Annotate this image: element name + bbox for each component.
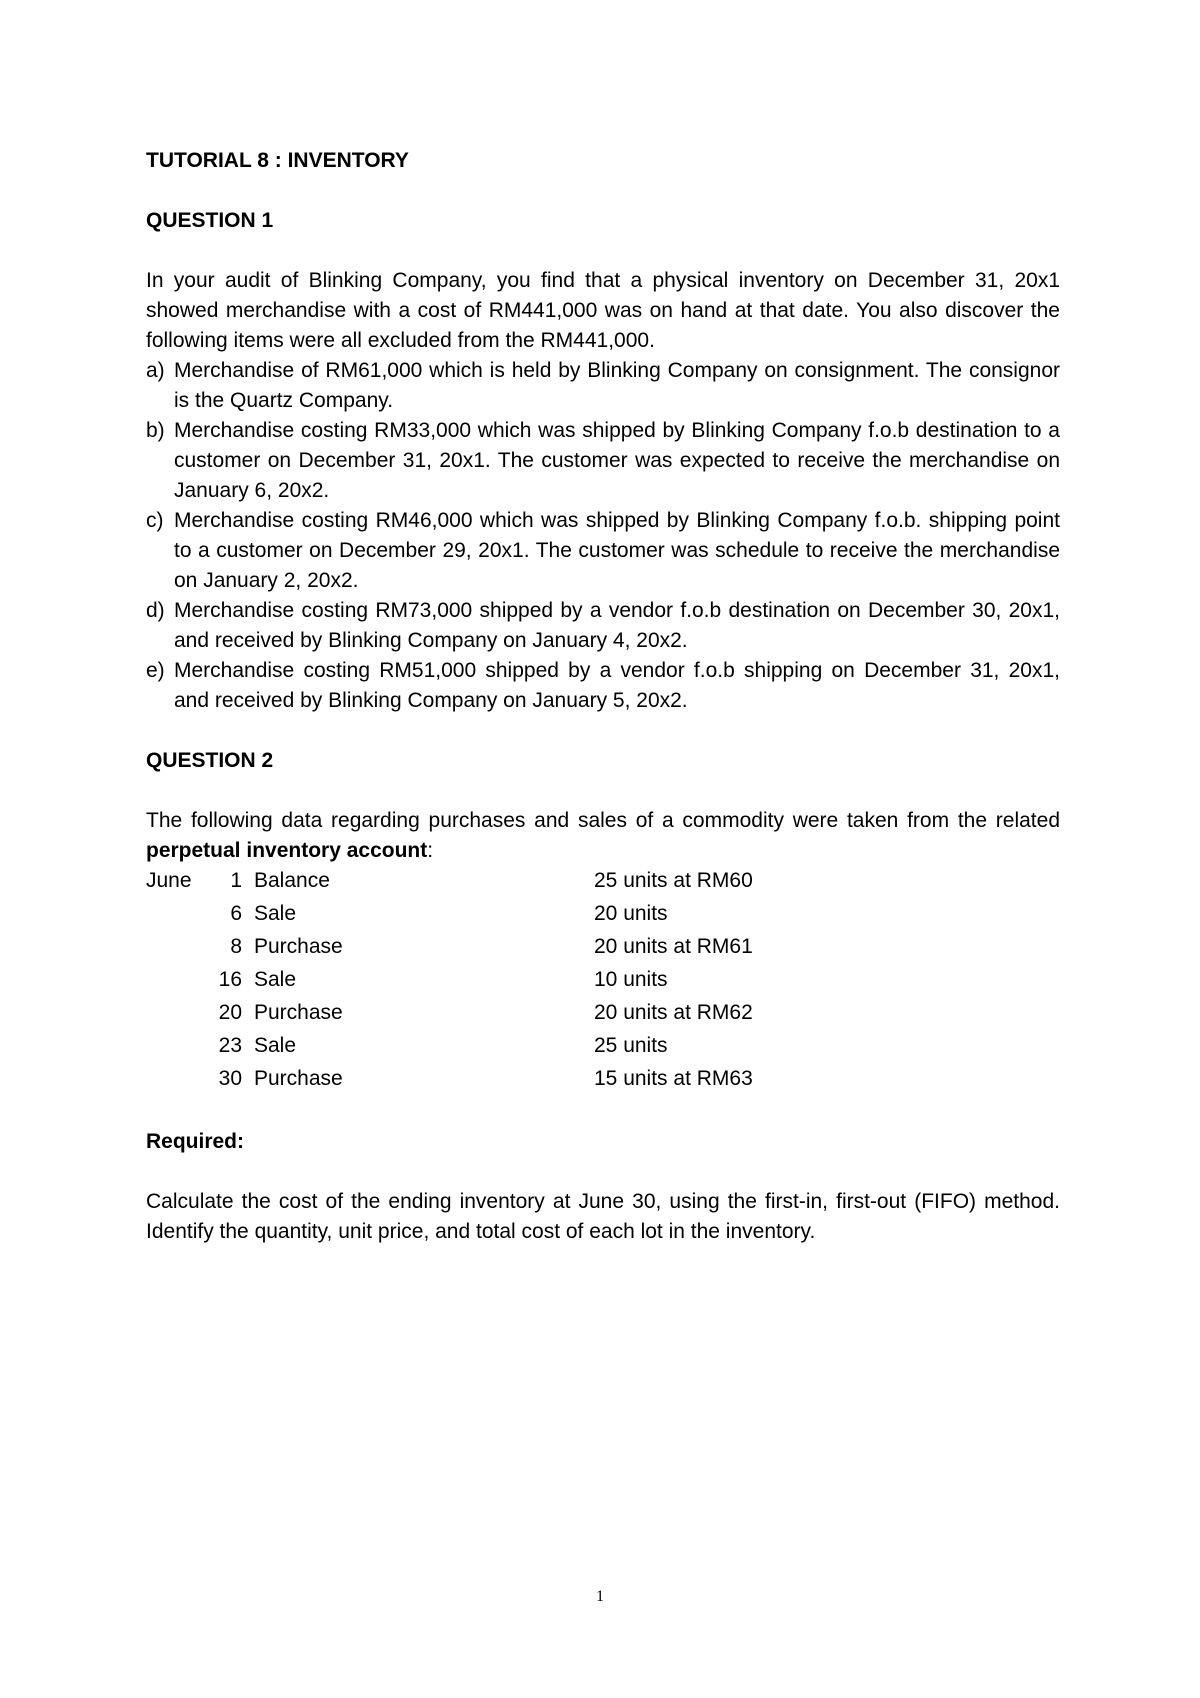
row-detail: 20 units at RM61 xyxy=(594,935,753,958)
row-month xyxy=(146,965,196,998)
row-detail: 15 units at RM63 xyxy=(594,1067,753,1090)
row-month xyxy=(146,899,196,932)
document-title: TUTORIAL 8 : INVENTORY xyxy=(146,149,409,172)
document-page xyxy=(146,146,1060,1247)
required-text: Calculate the cost of the ending inventory at June 30, using the first-in, first-out (FIFO) method. Identify the quantity, unit price, and total cost of each lot in the inventory. xyxy=(146,1190,1060,1243)
question-1-heading: QUESTION 1 xyxy=(146,209,274,232)
row-month: June xyxy=(146,869,192,892)
list-marker: e) xyxy=(146,659,165,682)
table-row xyxy=(146,1064,753,1097)
row-detail: 20 units at RM62 xyxy=(594,1001,753,1024)
table-row xyxy=(146,1031,753,1064)
list-item-text: Merchandise costing RM33,000 which was shipped by Blinking Company f.o.b destination to a customer on December 31, 20x1. The customer was expected to receive the merchandise on January 6, 20x2. xyxy=(174,419,1060,502)
question-2-heading: QUESTION 2 xyxy=(146,749,274,772)
list-item xyxy=(146,416,1060,506)
row-day: 6 xyxy=(230,902,242,925)
row-type: Purchase xyxy=(254,935,343,958)
list-item xyxy=(146,506,1060,596)
row-day: 8 xyxy=(230,935,242,958)
list-marker: c) xyxy=(146,509,164,532)
row-detail: 25 units xyxy=(594,1034,668,1057)
row-day: 23 xyxy=(218,1034,242,1057)
row-type: Sale xyxy=(254,968,297,991)
row-day: 1 xyxy=(230,869,242,892)
row-day: 20 xyxy=(218,1001,242,1024)
table-row xyxy=(146,998,753,1031)
row-month xyxy=(146,932,196,965)
intro-emphasis: perpetual inventory account xyxy=(146,839,428,862)
row-month xyxy=(146,1031,196,1064)
row-month xyxy=(146,1064,196,1097)
required-label: Required: xyxy=(146,1130,245,1153)
question-1-items xyxy=(146,356,1060,716)
question-1-intro: In your audit of Blinking Company, you find that a physical inventory on December 31, 20x1 showed merchandise with a cost of RM441,000 was on hand at that date. You also discover the following items were all excluded from the RM441,000. xyxy=(146,269,1060,352)
row-day: 30 xyxy=(218,1067,242,1090)
row-type: Purchase xyxy=(254,1067,343,1090)
row-day: 16 xyxy=(218,968,242,991)
list-marker: b) xyxy=(146,419,165,442)
inventory-ledger-table xyxy=(146,866,753,1097)
row-type: Balance xyxy=(254,869,330,892)
intro-end: : xyxy=(427,839,434,862)
table-row xyxy=(146,965,753,998)
row-month xyxy=(146,998,196,1031)
list-item xyxy=(146,596,1060,656)
page-number: 1 xyxy=(596,1588,604,1605)
list-item-text: Merchandise of RM61,000 which is held by Blinking Company on consignment. The consignor is the Quartz Company. xyxy=(174,359,1060,412)
row-detail: 20 units xyxy=(594,902,668,925)
list-marker: a) xyxy=(146,359,165,382)
question-2-intro xyxy=(146,806,1060,866)
list-item-text: Merchandise costing RM51,000 shipped by a vendor f.o.b shipping on December 31, 20x1, and received by Blinking Company on January 5, 20x2. xyxy=(174,659,1060,712)
table-row xyxy=(146,866,753,899)
intro-text: The following data regarding purchases and sales of a commodity were taken from the related xyxy=(146,809,1060,832)
list-item xyxy=(146,356,1060,416)
row-detail: 10 units xyxy=(594,968,668,991)
row-detail: 25 units at RM60 xyxy=(594,869,753,892)
list-item-text: Merchandise costing RM73,000 shipped by a vendor f.o.b destination on December 30, 20x1, and received by Blinking Company on January 4, 20x2. xyxy=(174,599,1060,652)
list-item-text: Merchandise costing RM46,000 which was shipped by Blinking Company f.o.b. shipping point to a customer on December 29, 20x1. The customer was schedule to receive the merchandise on January 2, 20x2. xyxy=(174,509,1060,592)
list-item xyxy=(146,656,1060,716)
row-type: Purchase xyxy=(254,1001,343,1024)
table-row xyxy=(146,899,753,932)
row-type: Sale xyxy=(254,902,297,925)
row-type: Sale xyxy=(254,1034,297,1057)
table-row xyxy=(146,932,753,965)
list-marker: d) xyxy=(146,599,165,622)
